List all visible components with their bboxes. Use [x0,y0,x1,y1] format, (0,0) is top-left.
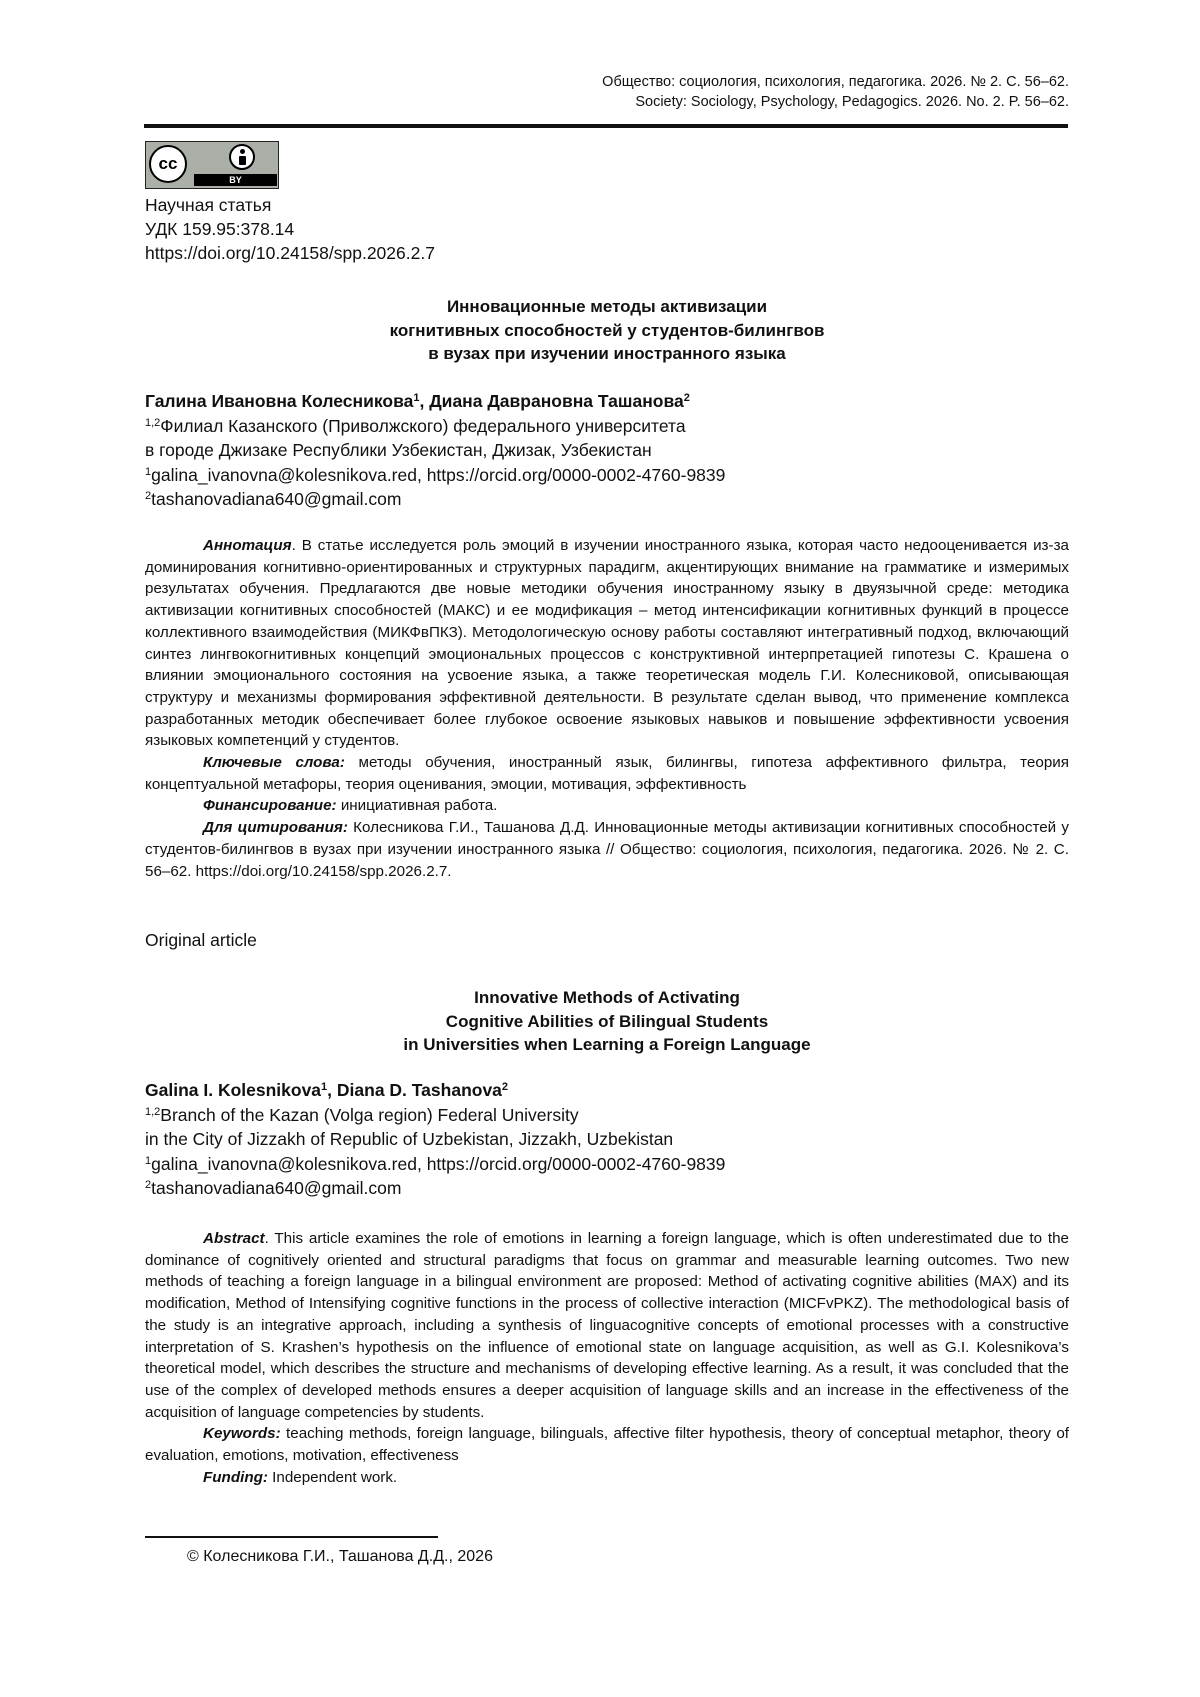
abstract-block-ru [145,535,1069,882]
copyright-footnote: © Колесникова Г.И., Ташанова Д.Д., 2026 [187,1548,493,1565]
abstract-label: Аннотация [203,537,292,554]
journal-citation-en: Society: Sociology, Psychology, Pedagogics. 2026. No. 2. P. 56–62. [635,94,1069,110]
email[interactable]: tashanovadiana640@gmail.com [151,489,402,509]
abstract-paragraph [145,535,1069,752]
affiliation-line: Филиал Казанского (Приволжского) федерального университета [160,415,686,436]
funding-paragraph [145,795,1069,817]
author-names [145,1078,1069,1103]
author-separator: , [327,1080,337,1100]
cc-by-license-badge[interactable] [145,141,279,189]
authors-block-en [145,1078,1069,1201]
funding-label: Финансирование: [203,797,337,815]
author-separator: , [419,391,430,411]
citation-paragraph [145,817,1069,882]
article-title-ru [145,295,1069,366]
author-index: 1 [413,392,420,404]
abstract-block-en [145,1228,1069,1488]
keywords-label: Keywords: [203,1425,281,1443]
author-contact [145,487,1069,512]
affiliation [145,1103,1069,1128]
author-index: 2 [501,1081,509,1093]
keywords-text: teaching methods, foreign language, bilinguals, affective filter hypothesis, theory of conceptual metaphor, theory of evaluation, emotions, motivation, effectiveness [145,1425,1069,1465]
author-name: Galina I. Kolesnikova [145,1080,322,1100]
journal-citation-ru: Общество: социология, психология, педагогика. 2026. № 2. С. 56–62. [602,74,1069,90]
title-line: in Universities when Learning a Foreign Language [403,1035,811,1054]
citation-label: Для цитирования: [203,819,348,837]
affiliation-line: in the City of Jizzakh of Republic of Uzbekistan, Jizzakh, Uzbekistan [145,1129,674,1149]
email-orcid[interactable]: galina_ivanovna@kolesnikova.red, https://orcid.org/0000-0002-4760-9839 [151,464,726,485]
contact-index: 1 [145,465,152,478]
affiliation-line: в городе Джизаке Республики Узбекистан, Джизак, Узбекистан [145,440,652,460]
author-name: Диана Даврановна Ташанова [429,391,684,411]
affiliation-index: 1,2 [145,416,161,429]
by-label: BY [194,174,277,186]
keywords-label: Ключевые слова: [203,754,345,772]
author-contact [145,1176,1069,1201]
original-article-label: Original article [145,930,257,950]
keywords-paragraph [145,1423,1069,1466]
authors-block-ru [145,389,1069,512]
funding-text: инициативная работа. [336,797,498,815]
author-names [145,389,1069,414]
email[interactable]: tashanovadiana640@gmail.com [151,1178,402,1198]
title-line: когнитивных способностей у студентов-билингвов [389,320,825,340]
author-index: 1 [321,1081,328,1093]
author-contact [145,463,1069,488]
funding-text: Independent work. [267,1468,398,1486]
running-head [602,72,1069,112]
abstract-paragraph [145,1228,1069,1423]
author-contact [145,1152,1069,1177]
title-line: Cognitive Abilities of Bilingual Students [445,1011,769,1031]
header-rule [144,124,1068,128]
affiliation-line: Branch of the Kazan (Volga region) Federal University [160,1104,579,1125]
contact-index: 2 [145,1179,152,1191]
funding-label: Funding: [203,1468,268,1486]
keywords-paragraph [145,752,1069,795]
author-name: Diana D. Tashanova [336,1080,502,1100]
affiliation [145,414,1069,439]
article-type: Научная статья [145,195,272,215]
title-line: в вузах при изучении иностранного языка [428,344,786,363]
abstract-label: Abstract [203,1230,265,1247]
doi-link[interactable]: https://doi.org/10.24158/spp.2026.2.7 [145,243,435,263]
affiliation-index: 1,2 [145,1105,161,1118]
article-meta [145,193,435,265]
author-name: Галина Ивановна Колесникова [145,391,414,411]
cc-icon: cc [149,145,187,183]
title-line: Innovative Methods of Activating [474,988,740,1007]
keywords-text: методы обучения, иностранный язык, билингвы, гипотеза аффективного фильтра, теория концептуальной метафоры, теория оценивания, эмоции, мотивация, эффективность [145,754,1069,793]
citation-text: Колесникова Г.И., Ташанова Д.Д. Инновационные методы активизации когнитивных способностей у студентов-билингвов в вузах при изучении иностранного языка // Общество: социология, психология, педагогика. 2026. № 2. С. 56–62. https://doi.org/10.24158/spp.2026.2.7. [145,819,1069,880]
abstract-text: . This article examines the role of emotions in learning a foreign language, which is often underestimated due to the dominance of cognitively oriented and structural paradigms that focus on grammar and measurable learning outcomes. Two new methods of teaching a foreign language in a bilingual environment are proposed: Method of activating cognitive abilities (MAX) and its modification, Method of Intensifying cognitive functions in the process of collective interaction (MICFvPKZ). The methodological basis of the study is an integrative approach, including a synthesis of linguacognitive concepts of emotional processes with a constructive interpretation of S. Krashen’s hypothesis on the influence of emotional state on language acquisition, as well as G.I. Kolesnikova’s theoretical model, which describes the structure and mechanisms of developing effective learning. As a result, it was concluded that the use of the complex of developed methods ensures a deeper acquisition of language skills and an increase in the effectiveness of the acquisition of language competencies by students. [145,1230,1069,1421]
funding-paragraph [145,1467,1069,1489]
author-index: 2 [683,392,690,404]
email-orcid[interactable]: galina_ivanovna@kolesnikova.red, https://orcid.org/0000-0002-4760-9839 [151,1153,726,1174]
title-line: Инновационные методы активизации [446,297,768,316]
contact-index: 1 [145,1154,152,1167]
article-title-en [145,986,1069,1057]
attribution-person-icon [229,144,255,170]
abstract-text: . В статье исследуется роль эмоций в изучении иностранного языка, которая часто недооценивается из-за доминирования когнитивно-ориентированных и структурных парадигм, акцентирующих внимание на грамматике и измеримых результатах обучения. Предлагаются две новые методики обучения иностранному языку в двуязычной среде: методика активизации когнитивных способностей (МАКС) и ее модификация – метод интенсификации когнитивных функций в процессе коллективного взаимодействия (МИКФвПКЗ). Методологическую основу работы составляют интегративный подход, включающий синтез лингвокогнитивных концепций эмоциональных процессов с конструктивной интерпретацией гипотезы С. Крашена о влиянии эмоционального состояния на усвоение языка, а также теоретическая модель Г.И. Колесниковой, описывающая структуру и механизмы формирования эффективной деятельности. В результате сделан вывод, что применение комплекса разработанных методик обеспечивает более глубокое освоение языковых навыков и повышение эффективности усвоения языковых компетенций у студентов. [145,537,1069,750]
footnote-rule [145,1536,438,1538]
contact-index: 2 [145,490,152,502]
udc-code: УДК 159.95:378.14 [145,219,295,239]
